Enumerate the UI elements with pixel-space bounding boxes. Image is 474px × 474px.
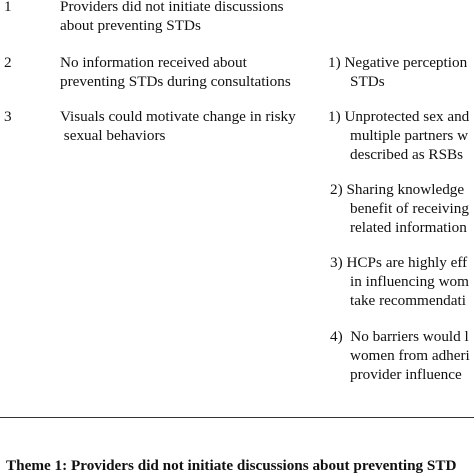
- row-3-subtheme-4-line-3: provider influence: [350, 366, 462, 383]
- row-3-subtheme-4-line-2: women from adheri: [350, 347, 470, 364]
- row-3-number: 3: [4, 108, 12, 125]
- row-3-subtheme-2-line-2: benefit of receiving: [350, 200, 469, 217]
- row-3-finding-line-2: sexual behaviors: [60, 127, 166, 144]
- row-3-subtheme-3-line-2: in influencing wom: [350, 273, 469, 290]
- row-2-subtheme-line-1: 1) Negative perception: [328, 54, 468, 71]
- row-3-subtheme-4-line-1: 4) No barriers would l: [330, 328, 469, 345]
- row-1-finding-line-2: about preventing STDs: [60, 17, 201, 34]
- row-3-subtheme-3-line-3: take recommendati: [350, 292, 466, 309]
- table-bottom-rule: [0, 417, 474, 418]
- row-1-number: 1: [4, 0, 12, 15]
- row-3-subtheme-1-line-3: described as RSBs: [350, 146, 464, 163]
- row-3-subtheme-3-line-1: 3) HCPs are highly eff: [330, 254, 468, 271]
- row-2-subtheme-line-2: STDs: [350, 73, 385, 90]
- theme-heading: Theme 1: Providers did not initiate discussions about preventing STD: [6, 457, 457, 474]
- row-2-finding-line-2: preventing STDs during consultations: [60, 73, 291, 90]
- row-3-subtheme-2-line-3: related information: [350, 219, 467, 236]
- row-3-subtheme-2-line-1: 2) Sharing knowledge: [330, 181, 465, 198]
- row-3-subtheme-1-line-1: 1) Unprotected sex and: [328, 108, 470, 125]
- row-3-finding-line-1: Visuals could motivate change in risky: [60, 108, 296, 125]
- row-2-finding-line-1: No information received about: [60, 54, 247, 71]
- row-1-finding-line-1: Providers did not initiate discussions: [60, 0, 284, 15]
- row-2-number: 2: [4, 54, 12, 71]
- row-3-subtheme-1-line-2: multiple partners w: [350, 127, 469, 144]
